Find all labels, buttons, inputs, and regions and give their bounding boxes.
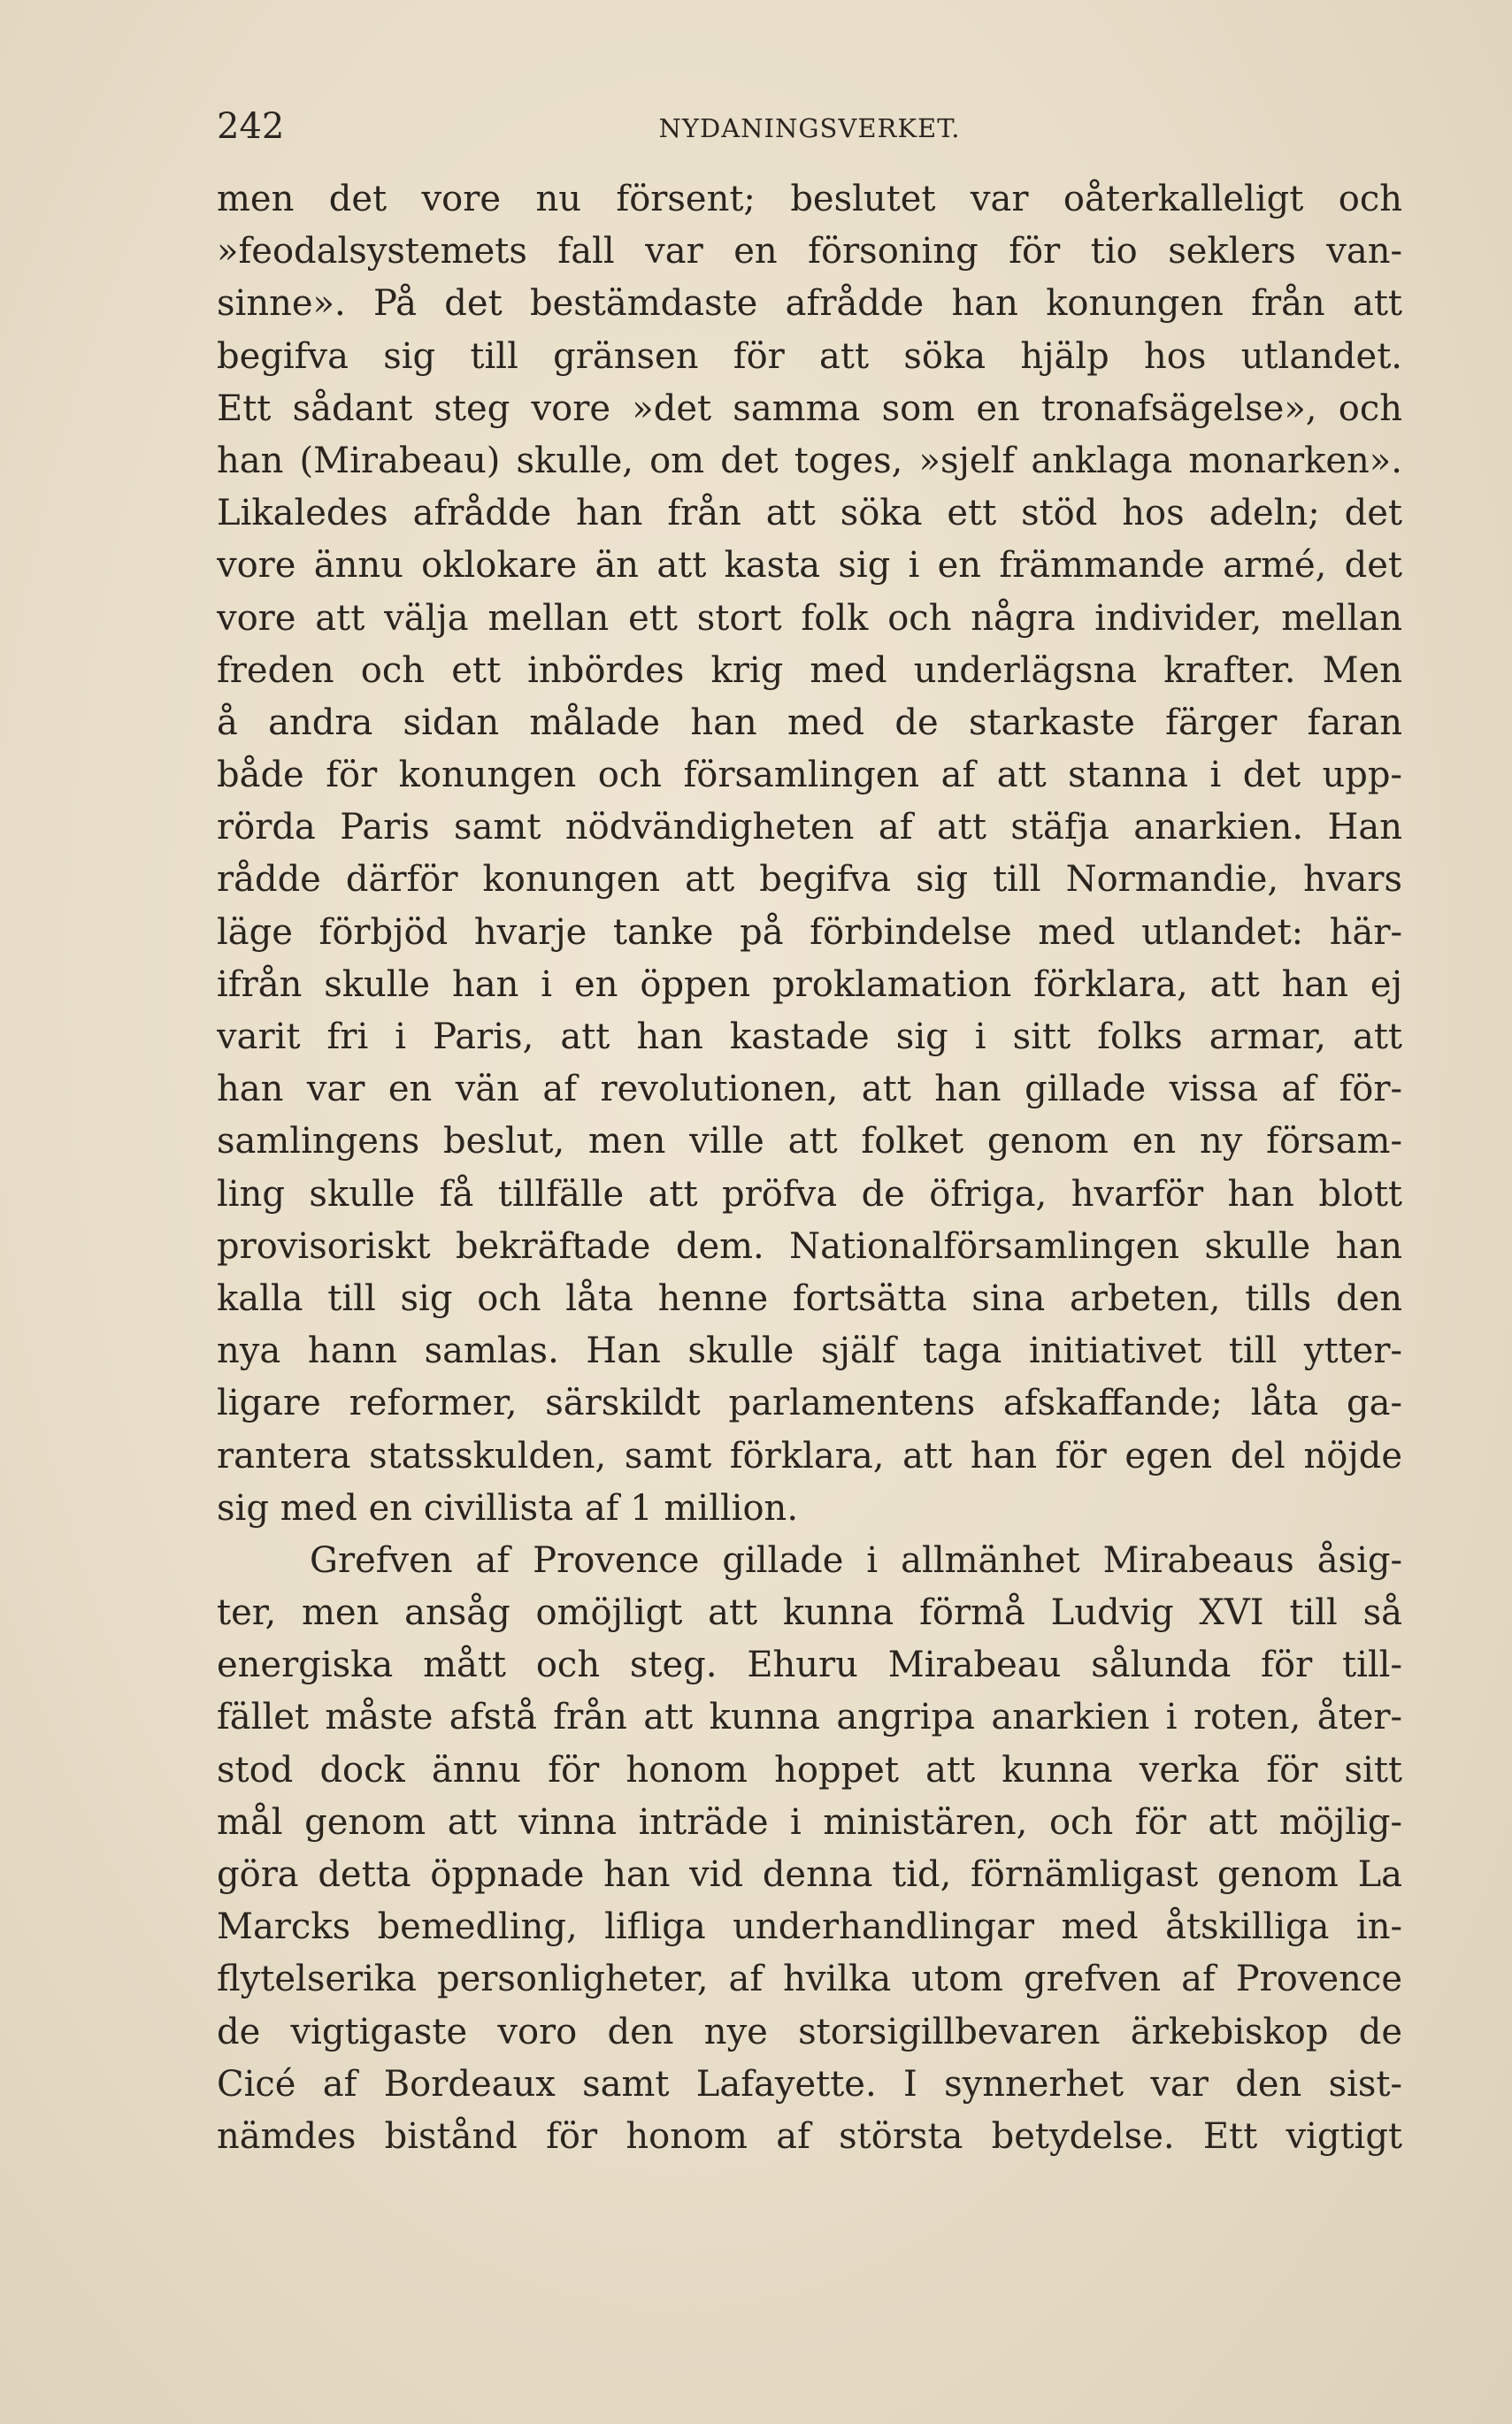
text-line: kalla till sig och låta henne fortsätta sina arbeten, tills den: [217, 1277, 1402, 1319]
text-line: flytelserika personligheter, af hvilka utom grefven af Provence: [217, 1959, 1402, 2000]
text-line: energiska mått och steg. Ehuru Mirabeau sålunda för till-: [217, 1645, 1402, 1686]
text-line: sinne». På det bestämdaste afrådde han konungen från att: [217, 283, 1402, 325]
text-line: fället måste afstå från att kunna angripa anarkien i roten, åter-: [217, 1697, 1402, 1738]
text-line: Ett sådant steg vore »det samma som en tronafsägelse», och: [217, 387, 1402, 429]
page-number: 242: [217, 106, 285, 147]
text-line: nämdes bistånd för honom af största betydelse. Ett vigtigt: [217, 2115, 1402, 2157]
text-line: både för konungen och församlingen af att stanna i det upp-: [217, 755, 1402, 796]
text-line: rörda Paris samt nödvändigheten af att stäfja anarkien. Han: [217, 807, 1402, 848]
text-line: ter, men ansåg omöjligt att kunna förmå Ludvig XVI till så: [217, 1592, 1402, 1634]
text-line: göra detta öppnade han vid denna tid, förnämligast genom La: [217, 1854, 1402, 1895]
text-line: samlingens beslut, men ville att folket genom en ny försam-: [217, 1121, 1402, 1162]
text-line: han (Mirabeau) skulle, om det toges, »sjelf anklaga monarken».: [217, 440, 1402, 481]
body-text: [217, 173, 1402, 2163]
text-line: stod dock ännu för honom hoppet att kunna verka för sitt: [217, 1749, 1402, 1791]
paragraph-2: [217, 1535, 1402, 2163]
text-line: ligare reformer, särskildt parlamentens afskaffande; låta ga-: [217, 1383, 1402, 1424]
text-line: »feodalsystemets fall var en försoning för tio seklers van-: [217, 231, 1402, 272]
paragraph-1: [217, 173, 1402, 1535]
text-line: Grefven af Provence gillade i allmänhet Mirabeaus åsig-: [310, 1539, 1402, 1581]
text-line: han var en vän af revolutionen, att han gillade vissa af för-: [217, 1069, 1402, 1110]
text-line: provisoriskt bekräftade dem. Nationalförsamlingen skulle han: [217, 1225, 1402, 1267]
text-line: läge förbjöd hvarje tanke på förbindelse med utlandet: här-: [217, 911, 1402, 953]
text-line: rådde därför konungen att begifva sig till Normandie, hvars: [217, 859, 1402, 901]
text-line: sig med en civillista af 1 million.: [217, 1487, 799, 1529]
text-line: men det vore nu försent; beslutet var oåterkalleligt och: [217, 179, 1402, 219]
text-line: varit fri i Paris, att han kastade sig i sitt folks armar, att: [217, 1016, 1402, 1057]
text-line: begifva sig till gränsen för att söka hjälp hos utlandet.: [217, 335, 1402, 377]
text-line: freden och ett inbördes krig med underlägsna krafter. Men: [217, 649, 1402, 691]
text-line: de vigtigaste voro den nye storsigillbevaren ärkebiskop de: [217, 2011, 1402, 2052]
text-line: Marcks bemedling, lifliga underhandlingar med åtskilliga in-: [217, 1906, 1402, 1948]
text-line: vore att välja mellan ett stort folk och några individer, mellan: [217, 597, 1402, 639]
text-line: vore ännu oklokare än att kasta sig i en främmande armé, det: [217, 545, 1402, 587]
text-line: Likaledes afrådde han från att söka ett stöd hos adeln; det: [217, 493, 1402, 534]
text-line: ifrån skulle han i en öppen proklamation förklara, att han ej: [217, 963, 1402, 1005]
text-line: mål genom att vinna inträde i ministären, och för att möjlig-: [217, 1801, 1402, 1843]
text-line: Cicé af Bordeaux samt Lafayette. I synnerhet var den sist-: [217, 2063, 1402, 2105]
page-header: [217, 104, 1402, 149]
text-line: rantera statsskulden, samt förklara, att han för egen del nöjde: [217, 1435, 1402, 1477]
text-line: nya hann samlas. Han skulle själf taga initiativet till ytter-: [217, 1331, 1402, 1372]
text-line: å andra sidan målade han med de starkaste färger faran: [217, 702, 1402, 743]
text-line: ling skulle få tillfälle att pröfva de öfriga, hvarför han blott: [217, 1173, 1402, 1215]
running-head: NYDANINGSVERKET.: [658, 113, 961, 143]
